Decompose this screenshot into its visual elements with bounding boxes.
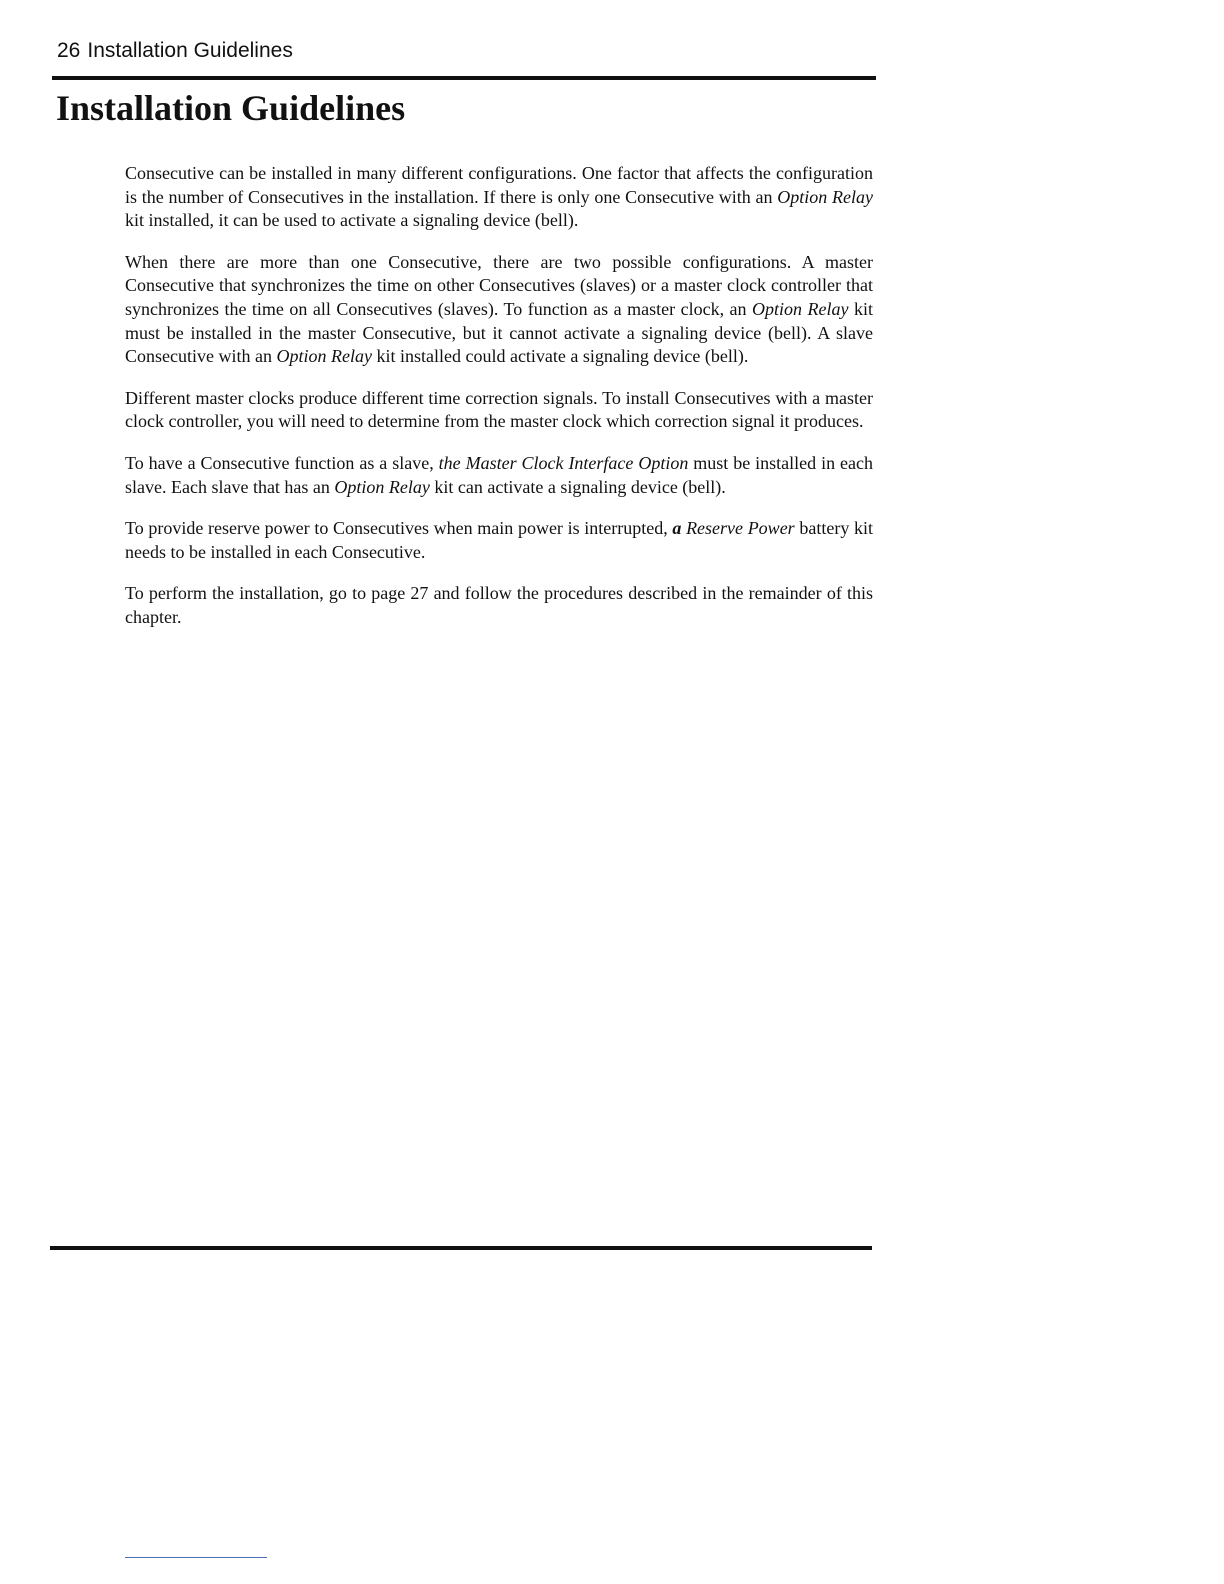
paragraph-master-slave: When there are more than one Consecutive, there are two possible configurations. A master Consecutive that synchronizes the time on other Consecutives (slaves) or a master clock controller that synchronizes the time on all Consecutives (slaves). To function as a master clock, an Option Relay kit must be installed in the master Consecutive, but it cannot activate a signaling device (bell). A slave Consecutive with an Option Relay kit installed could activate a signaling device (bell).	[125, 251, 873, 367]
footnote-separator	[125, 1557, 267, 1558]
paragraph-slave-function: To have a Consecutive function as a slave, the Master Clock Interface Option must be installed in each slave. Each slave that has an Option Relay kit can activate a signaling device (bell).	[125, 452, 874, 497]
running-header-title: Installation Guidelines	[87, 39, 293, 62]
paragraph-configurations: Consecutive can be installed in many different configurations. One factor that affects the configuration is the number of Consecutives in the installation. If there is only one Consecutive with an Option Relay kit installed, it can be used to activate a signaling device (bell).	[125, 163, 874, 231]
paragraph-reserve-power: To provide reserve power to Consecutives when main power is interrupted, a Reserve Power battery kit needs to be installed in each Consecutive.	[125, 518, 873, 562]
option-relay-term: Option Relay	[752, 298, 849, 319]
running-header	[57, 38, 293, 64]
option-relay-term: Option Relay	[777, 186, 874, 207]
paragraph-perform-installation: To perform the installation, go to page 27 and follow the procedures described in the remainder of this chapter.	[125, 583, 873, 627]
article-a: a	[672, 518, 682, 539]
body-text	[125, 162, 873, 648]
header-rule	[52, 76, 876, 80]
footer-rule	[50, 1246, 872, 1250]
chapter-title: Installation Guidelines	[56, 88, 406, 128]
page-number: 26	[57, 39, 81, 62]
master-clock-interface-term: the Master Clock Interface Option	[438, 452, 689, 473]
option-relay-term: Option Relay	[334, 476, 430, 497]
reserve-power-term: Reserve Power	[686, 518, 795, 539]
option-relay-term: Option Relay	[276, 346, 372, 367]
paragraph-correction-signals: Different master clocks produce different time correction signals. To install Consecutives with a master clock controller, you will need to determine from the master clock which correction signal it produces.	[125, 387, 873, 432]
